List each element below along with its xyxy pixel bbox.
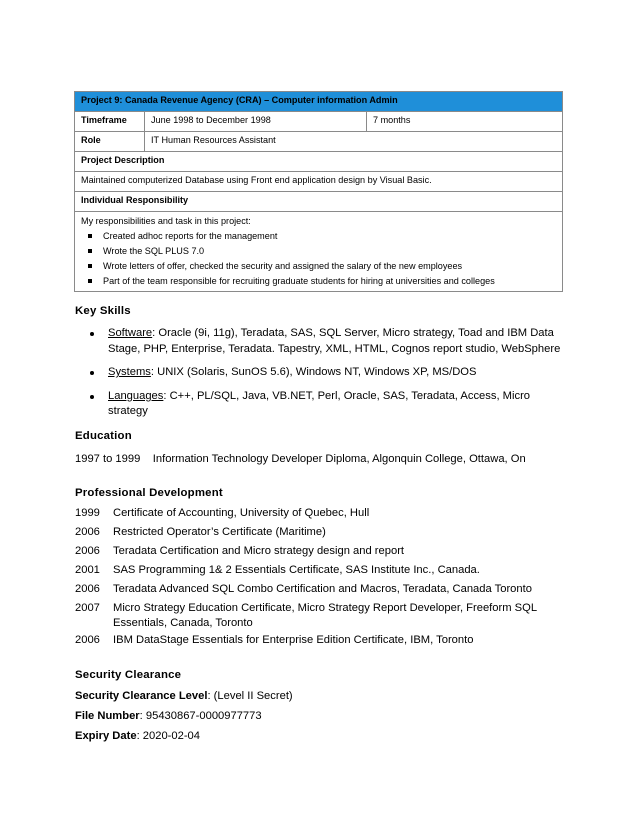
responsibility-text: Part of the team responsible for recruiting graduate students for hiring at universities and colleges — [103, 276, 495, 286]
pd-year: 2006 — [75, 526, 100, 538]
pd-year: 2007 — [75, 602, 100, 614]
duration-value: 7 months — [367, 112, 563, 132]
description-text: Maintained computerized Database using Front end application design by Visual Basic. — [75, 172, 563, 192]
skill-text: : C++, PL/SQL, Java, VB.NET, Perl, Oracle, SAS, Teradata, Access, Micro strategy — [108, 389, 531, 417]
skill-label: Software — [108, 327, 153, 339]
skill-text: : Oracle (9i, 11g), Teradata, SAS, SQL Server, Micro strategy, Toad and IBM Data Stage, PHP, Enterprise, Teradata. Tapestry, XML, HTML, Cognos report studio, WebSphere — [108, 327, 561, 355]
list-item — [81, 229, 556, 244]
file-number-line — [75, 709, 262, 724]
role-value: IT Human Resources Assistant — [145, 132, 563, 152]
list-item — [90, 365, 570, 381]
role-label: Role — [75, 132, 145, 152]
security-level-label: Security Clearance Level — [75, 690, 208, 702]
expiry-date-line — [75, 729, 200, 744]
responsibility-text: Wrote letters of offer, checked the security and assigned the salary of the new employees — [103, 261, 463, 271]
responsibility-text: Wrote the SQL PLUS 7.0 — [103, 246, 205, 256]
list-item — [81, 274, 556, 289]
file-number-label: File Number — [75, 710, 140, 722]
pd-year: 1999 — [75, 507, 100, 519]
pd-text: Certificate of Accounting, University of Quebec, Hull — [113, 507, 370, 519]
timeframe-value: June 1998 to December 1998 — [145, 112, 367, 132]
list-item — [81, 244, 556, 259]
skill-label: Languages — [108, 389, 164, 402]
pd-year: 2006 — [75, 545, 100, 557]
list-item — [75, 563, 565, 578]
skill-text: : UNIX (Solaris, SunOS 5.6), Windows NT, Windows XP, MS/DOS — [150, 366, 477, 378]
pd-year: 2001 — [75, 564, 100, 576]
skill-label: Systems — [108, 366, 151, 378]
square-bullet-icon — [88, 279, 92, 283]
description-label: Project Description — [75, 152, 563, 172]
security-heading: Security Clearance — [75, 669, 182, 681]
list-item — [81, 259, 556, 274]
list-item — [75, 544, 565, 559]
pd-text: Restricted Operator’s Certificate (Maritime) — [113, 526, 326, 538]
expiry-date-label: Expiry Date — [75, 730, 137, 742]
list-item — [75, 506, 565, 521]
project-table — [74, 91, 563, 292]
key-skills-heading: Key Skills — [75, 305, 131, 317]
key-skills-list — [90, 326, 570, 428]
pd-year: 2006 — [75, 634, 100, 646]
square-bullet-icon — [88, 234, 92, 238]
professional-development-heading: Professional Development — [75, 487, 223, 499]
square-bullet-icon — [88, 264, 92, 268]
responsibility-cell — [75, 212, 563, 292]
list-item — [90, 326, 570, 357]
education-entry: 1997 to 1999 Information Technology Developer Diploma, Algonquin College, Ottawa, On — [75, 453, 526, 465]
pd-text: Teradata Certification and Micro strategy design and report — [113, 545, 405, 557]
list-item — [90, 389, 570, 420]
pd-text: Teradata Advanced SQL Combo Certification and Macros, Teradata, Canada Toronto — [113, 583, 532, 595]
pd-text: SAS Programming 1& 2 Essentials Certificate, SAS Institute Inc., Canada. — [113, 564, 480, 576]
pd-text: IBM DataStage Essentials for Enterprise Edition Certificate, IBM, Toronto — [113, 634, 474, 646]
list-item — [75, 525, 565, 540]
responsibility-intro: My responsibilities and task in this project: — [81, 216, 251, 226]
list-item — [75, 582, 565, 597]
pd-text: Micro Strategy Education Certificate, Micro Strategy Report Developer, Freeform SQL Essentials, Canada, Toronto — [113, 602, 537, 629]
expiry-date-value: : 2020-02-04 — [136, 730, 201, 742]
bullet-icon — [90, 371, 94, 375]
list-item — [75, 601, 565, 631]
responsibility-list — [81, 229, 556, 289]
responsibility-text: Created adhoc reports for the management — [103, 231, 278, 241]
file-number-value: : 95430867-0000977773 — [139, 710, 262, 722]
education-heading: Education — [75, 430, 132, 442]
project-title: Project 9: Canada Revenue Agency (CRA) – Computer information Admin — [75, 92, 563, 112]
bullet-icon — [90, 332, 94, 336]
pd-year: 2006 — [75, 583, 100, 595]
bullet-icon — [90, 395, 94, 399]
responsibility-label: Individual Responsibility — [75, 192, 563, 212]
square-bullet-icon — [88, 249, 92, 253]
security-level-value: : (Level II Secret) — [207, 690, 293, 702]
list-item — [75, 633, 565, 648]
security-level-line — [75, 689, 293, 704]
timeframe-label: Timeframe — [75, 112, 145, 132]
